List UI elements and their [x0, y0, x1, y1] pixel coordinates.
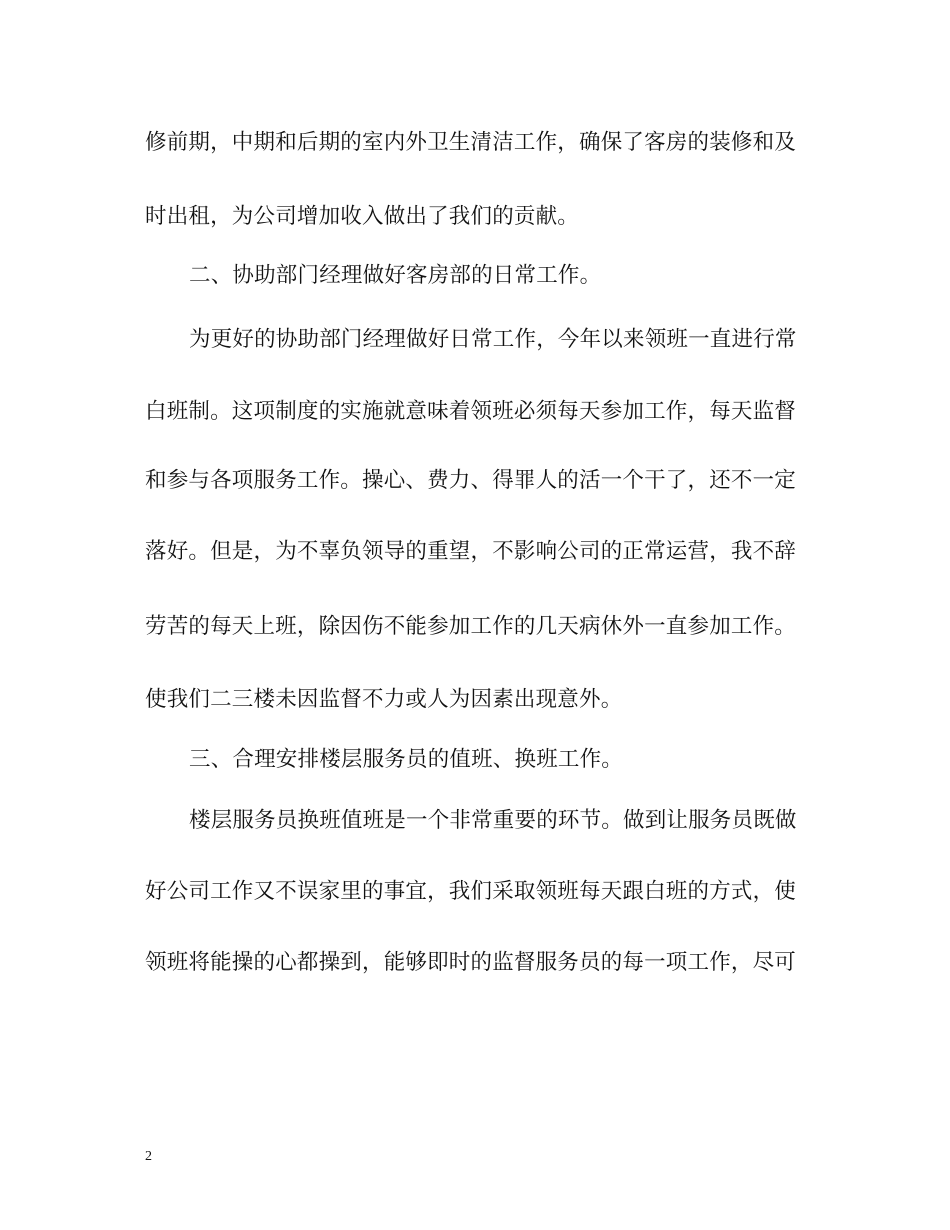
page-number: 2	[145, 1149, 152, 1164]
paragraph-first-line: 为更好的协助部门经理做好日常工作，今年以来领班一直进行常	[189, 327, 797, 352]
paragraph-first-line: 楼层服务员换班值班是一个非常重要的环节。做到让服务员既做	[189, 808, 797, 833]
body-text-line: 好公司工作又不误家里的事宜，我们采取领班每天跟白班的方式，使	[145, 879, 797, 904]
section-heading-3: 三、合理安排楼层服务员的值班、换班工作。	[189, 747, 624, 772]
body-text-line: 白班制。这项制度的实施就意味着领班必须每天参加工作，每天监督	[145, 399, 797, 424]
body-text-line: 使我们二三楼未因监督不力或人为因素出现意外。	[145, 687, 623, 712]
body-text-line: 和参与各项服务工作。操心、费力、得罪人的活一个干了，还不一定	[145, 468, 797, 493]
body-text-line: 落好。但是，为不辜负领导的重望，不影响公司的正常运营，我不辞	[145, 539, 797, 564]
body-text-line: 劳苦的每天上班，除因伤不能参加工作的几天病休外一直参加工作。	[145, 614, 797, 639]
body-text-line: 领班将能操的心都操到，能够即时的监督服务员的每一项工作，尽可	[145, 950, 797, 975]
body-text-line: 修前期，中期和后期的室内外卫生清洁工作，确保了客房的装修和及	[145, 130, 797, 155]
section-heading-2: 二、协助部门经理做好客房部的日常工作。	[189, 263, 602, 288]
body-text-line: 时出租，为公司增加收入做出了我们的贡献。	[145, 204, 580, 229]
